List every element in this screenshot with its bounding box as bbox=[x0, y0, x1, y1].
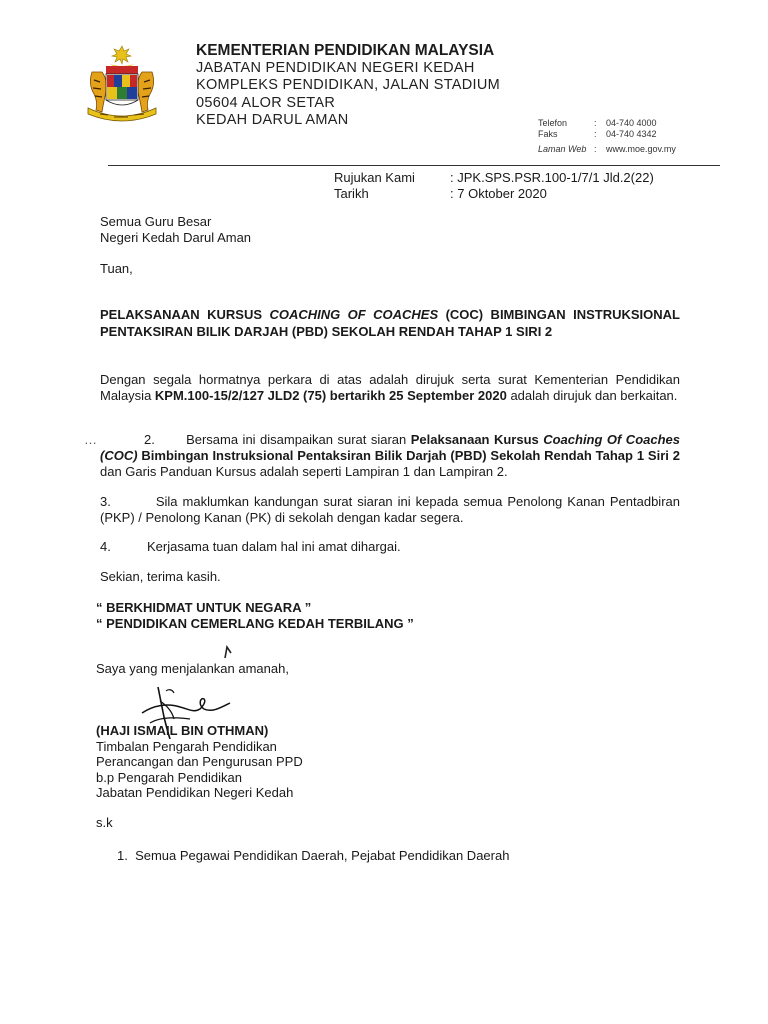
paragraph-2-text-2: dan Garis Panduan Kursus adalah seperti Lampiran 1 dan Lampiran 2. bbox=[100, 464, 508, 479]
letterhead bbox=[196, 42, 500, 130]
phone-label: Telefon bbox=[538, 118, 568, 128]
signatory-title-4: Jabatan Pendidikan Negeri Kedah bbox=[96, 785, 294, 800]
signature-tick-mark bbox=[223, 645, 233, 659]
paragraph-2: … 2. Bersama ini disampaikan surat siaran Pelaksanaan Kursus Coaching Of Coaches (COC) Bimbingan Instruksional Pentaksiran Bilik Darjah (PBD) Sekolah Rendah Tahap 1 Siri 2 dan Garis Panduan Kursus adalah seperti Lampiran 1 dan Lampiran 2. bbox=[84, 432, 680, 479]
date-label: Tarikh bbox=[334, 186, 369, 201]
web-address: www.moe.gov.my bbox=[606, 144, 676, 154]
address-line-1: KOMPLEKS PENDIDIKAN, JALAN STADIUM bbox=[196, 77, 501, 93]
motto-line-2: “ PENDIDIKAN CEMERLANG KEDAH TERBILANG ” bbox=[96, 616, 414, 631]
paragraph-3 bbox=[100, 494, 680, 526]
trust-line: Saya yang menjalankan amanah, bbox=[96, 661, 289, 676]
paragraph-1-text-1: Dengan segala hormatnya perkara di atas adalah dirujuk serta surat Kementerian Pendidikan Malaysia bbox=[100, 372, 680, 403]
reference-label: Rujukan Kami bbox=[334, 170, 415, 185]
cc-label: s.k bbox=[96, 815, 113, 830]
cc-item-text: Semua Pegawai Pendidikan Daerah, Pejabat Pendidikan Daerah bbox=[135, 848, 510, 863]
cc-item-number: 1. bbox=[117, 848, 128, 863]
ministry-name: KEMENTERIAN PENDIDIKAN MALAYSIA bbox=[196, 42, 495, 59]
address-line-2: 05604 ALOR SETAR bbox=[196, 94, 336, 111]
coat-of-arms-logo bbox=[82, 44, 162, 124]
recipient-line-2: Negeri Kedah Darul Aman bbox=[100, 230, 252, 245]
recipient-block bbox=[100, 214, 251, 246]
crest-right-tiger bbox=[138, 72, 154, 112]
letter-date: 7 Oktober 2020 bbox=[457, 186, 547, 201]
cc-item bbox=[117, 848, 509, 864]
salutation: Tuan, bbox=[100, 261, 133, 276]
paragraph-4-text: Kerjasama tuan dalam hal ini amat dihargai. bbox=[146, 539, 401, 554]
signatory-title-2: Perancangan dan Pengurusan PPD bbox=[96, 754, 303, 769]
contact-block: Telefon : 04-740 4000 Faks : 04-740 4342 Laman Web : www.moe.gov.my bbox=[538, 118, 676, 154]
subject-part-1: PELAKSANAAN KURSUS bbox=[100, 307, 270, 322]
paragraph-2-bold-1: Pelaksanaan Kursus bbox=[410, 432, 544, 447]
paragraph-2-bold-italic: Coaching Of Coaches (COC) bbox=[100, 432, 680, 463]
crest-left-tiger bbox=[90, 72, 106, 112]
recipient-line-1: Semua Guru Besar bbox=[100, 214, 212, 229]
paragraph-2-number: 2. bbox=[144, 432, 155, 447]
motto-block bbox=[96, 600, 414, 632]
paragraph-4 bbox=[100, 539, 401, 555]
signatory-block bbox=[96, 723, 303, 801]
signatory-title-1: Timbalan Pengarah Pendidikan bbox=[96, 738, 277, 754]
paragraph-3-number: 3. bbox=[100, 494, 111, 509]
signatory-title-3: b.p Pengarah Pendidikan bbox=[96, 769, 243, 785]
paragraph-2-bold-2: Bimbingan Instruksional Pentaksiran Bilik Darjah (PBD) Sekolah Rendah Tahap 1 Siri 2 bbox=[137, 448, 680, 463]
signatory-name: (HAJI ISMAIL BIN OTHMAN) bbox=[96, 723, 269, 738]
web-label: Laman Web bbox=[538, 144, 587, 154]
letter-subject bbox=[100, 307, 680, 340]
paragraph-1 bbox=[100, 372, 680, 404]
subject-part-3: (COC) BIMBINGAN INSTRUKSIONAL PENTAKSIRAN BILIK DARJAH (PBD) SEKOLAH RENDAH TAHAP 1 SIRI 2 bbox=[100, 307, 680, 339]
subject-part-2: COACHING OF COACHES bbox=[269, 307, 439, 322]
crest-shield bbox=[106, 66, 138, 105]
closing-line: Sekian, terima kasih. bbox=[100, 569, 221, 584]
reference-block: Rujukan Kami : JPK.SPS.PSR.100-1/7/1 Jld.2(22) Tarikh : 7 Oktober 2020 bbox=[334, 170, 654, 201]
address-line-3: KEDAH DARUL AMAN bbox=[196, 112, 349, 128]
paragraph-4-number: 4. bbox=[100, 539, 111, 554]
phone-number: 04-740 4000 bbox=[606, 118, 657, 128]
paragraph-3-text: Sila maklumkan kandungan surat siaran ini kepada semua Penolong Kanan Pentadbiran (PKP) / Penolong Kanan (PK) di sekolah dengan kadar segera. bbox=[100, 494, 680, 525]
paragraph-2-text-1: Bersama ini disampaikan surat siaran bbox=[186, 432, 411, 447]
fax-number: 04-740 4342 bbox=[606, 129, 657, 139]
paragraph-1-bold: KPM.100-15/2/127 JLD2 (75) bertarikh 25 September 2020 bbox=[154, 388, 507, 403]
motto-line-1: “ BERKHIDMAT UNTUK NEGARA ” bbox=[96, 600, 312, 615]
crest-star-crescent bbox=[110, 46, 134, 68]
header-divider bbox=[108, 165, 720, 166]
fax-label: Faks bbox=[538, 129, 558, 139]
department-name: JABATAN PENDIDIKAN NEGERI KEDAH bbox=[196, 59, 475, 76]
paragraph-1-text-2: adalah dirujuk dan berkaitan. bbox=[506, 388, 678, 403]
reference-number: JPK.SPS.PSR.100-1/7/1 Jld.2(22) bbox=[457, 170, 654, 185]
